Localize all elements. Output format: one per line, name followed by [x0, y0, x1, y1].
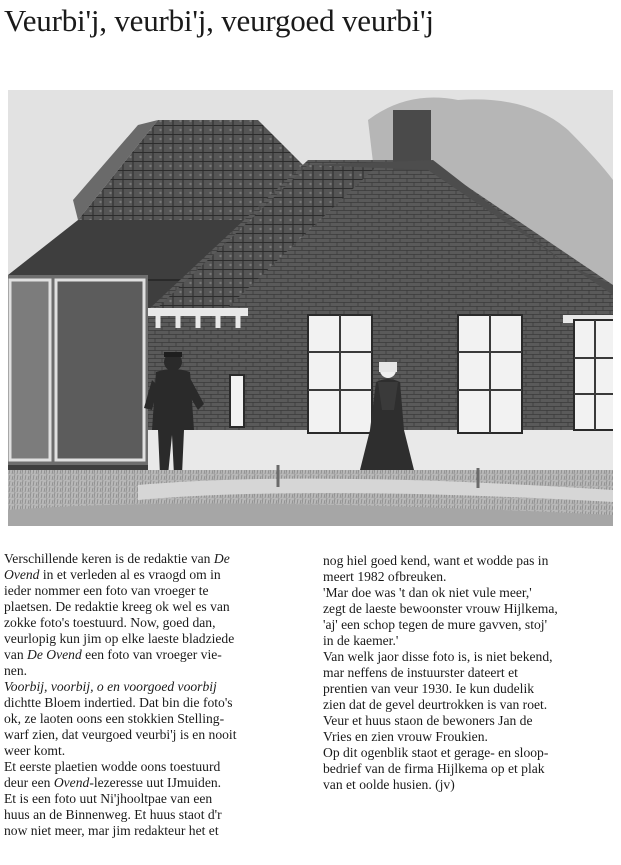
text-line	[4, 567, 304, 583]
text-fragment: -lezeresse uut IJmuiden.	[89, 775, 222, 790]
text-fragment: huus an de Binnenweg. Et huus staot d'r	[4, 807, 222, 822]
text-line	[4, 647, 304, 663]
text-fragment: warf zien, dat veurgoed veurbi'j is en nooit	[4, 727, 237, 742]
text-fragment: dichtte Bloem indertied. Dat bin die foto's	[4, 695, 233, 710]
text-line	[4, 679, 304, 695]
text-line	[323, 761, 619, 777]
italic-fragment: Voorbij, voorbij, o en voorgoed voorbij	[4, 679, 217, 694]
text-fragment: zien dat de gevel deurtrokken is van roet.	[323, 697, 548, 712]
text-fragment: now niet meer, mar jim redakteur het et	[4, 823, 219, 838]
text-line	[4, 551, 304, 567]
text-fragment: mar neffens de instuurster dateert et	[323, 665, 518, 680]
text-line	[4, 791, 304, 807]
text-line	[323, 585, 619, 601]
text-line	[4, 583, 304, 599]
text-line	[4, 727, 304, 743]
text-line	[323, 713, 619, 729]
text-line	[323, 665, 619, 681]
text-line	[323, 697, 619, 713]
text-fragment: in de kaemer.'	[323, 633, 399, 648]
text-line	[4, 615, 304, 631]
italic-fragment: Ovend	[53, 775, 90, 790]
text-fragment: nog hiel goed kend, want et wodde pas in	[323, 553, 549, 568]
text-fragment: Op dit ogenblik staot et gerage- en sloop-	[323, 745, 549, 760]
text-line	[4, 695, 304, 711]
text-line	[323, 569, 619, 585]
article-column-right	[323, 553, 619, 793]
text-line	[4, 599, 304, 615]
text-line	[323, 649, 619, 665]
text-line	[4, 663, 304, 679]
text-fragment: Et is een foto uut Ni'jhooltpae van een	[4, 791, 213, 806]
text-fragment: Veur et huus staon de bewoners Jan de	[323, 713, 533, 728]
text-line	[4, 711, 304, 727]
text-line	[4, 823, 304, 839]
text-fragment: zegt de laeste bewoonster vrouw Hijlkema,	[323, 601, 558, 616]
text-line	[323, 617, 619, 633]
text-fragment: 'Mar doe was 't dan ok niet vule meer,'	[323, 585, 532, 600]
text-fragment: Verschillende keren is de redaktie van	[4, 551, 214, 566]
text-fragment: weer komt.	[4, 743, 66, 758]
text-line	[4, 631, 304, 647]
text-line	[323, 681, 619, 697]
text-fragment: prentien van veur 1930. Ie kun dudelik	[323, 681, 535, 696]
text-line	[323, 553, 619, 569]
text-fragment: een foto van vroeger vie-	[81, 647, 222, 662]
text-line	[4, 759, 304, 775]
text-fragment: meert 1982 ofbreuken.	[323, 569, 447, 584]
text-line	[323, 745, 619, 761]
text-fragment: van	[4, 647, 28, 662]
text-fragment: plaetsen. De redaktie kreeg ok wel es van	[4, 599, 230, 614]
text-fragment: ok, ze laoten oons een stokkien Stelling-	[4, 711, 225, 726]
text-line	[4, 807, 304, 823]
text-fragment: deur een	[4, 775, 54, 790]
text-line	[323, 729, 619, 745]
article-column-left	[4, 551, 304, 839]
text-fragment: zokke foto's toestuurd. Now, goed dan,	[4, 615, 216, 630]
text-fragment: Van welk jaor disse foto is, is niet bekend,	[323, 649, 553, 664]
text-fragment: van et oolde husien. (jv)	[323, 777, 455, 792]
text-fragment: ieder nommer een foto van vroeger te	[4, 583, 209, 598]
text-line	[323, 777, 619, 793]
text-fragment: nen.	[4, 663, 28, 678]
farmhouse-photo	[8, 90, 613, 526]
text-fragment: Et eerste plaetien wodde oons toestuurd	[4, 759, 221, 774]
italic-fragment: Ovend	[4, 567, 40, 582]
text-fragment: bedrief van de firma Hijlkema op et plak	[323, 761, 545, 776]
text-line	[323, 601, 619, 617]
text-line	[4, 775, 304, 791]
italic-fragment: De	[213, 551, 230, 566]
text-line	[4, 743, 304, 759]
text-fragment: Vries en zien vrouw Froukien.	[323, 729, 488, 744]
text-fragment: 'aj' een schop tegen de mure gavven, stoj'	[323, 617, 548, 632]
article-title: Veurbi'j, veurbi'j, veurgoed veurbi'j	[4, 3, 434, 38]
text-fragment: in et verleden al es vraogd om in	[39, 567, 221, 582]
text-line	[323, 633, 619, 649]
text-fragment: veurlopig kun jim op elke laeste bladziede	[4, 631, 235, 646]
italic-fragment: De Ovend	[27, 647, 82, 662]
farmhouse-photo-drawing	[8, 90, 613, 526]
